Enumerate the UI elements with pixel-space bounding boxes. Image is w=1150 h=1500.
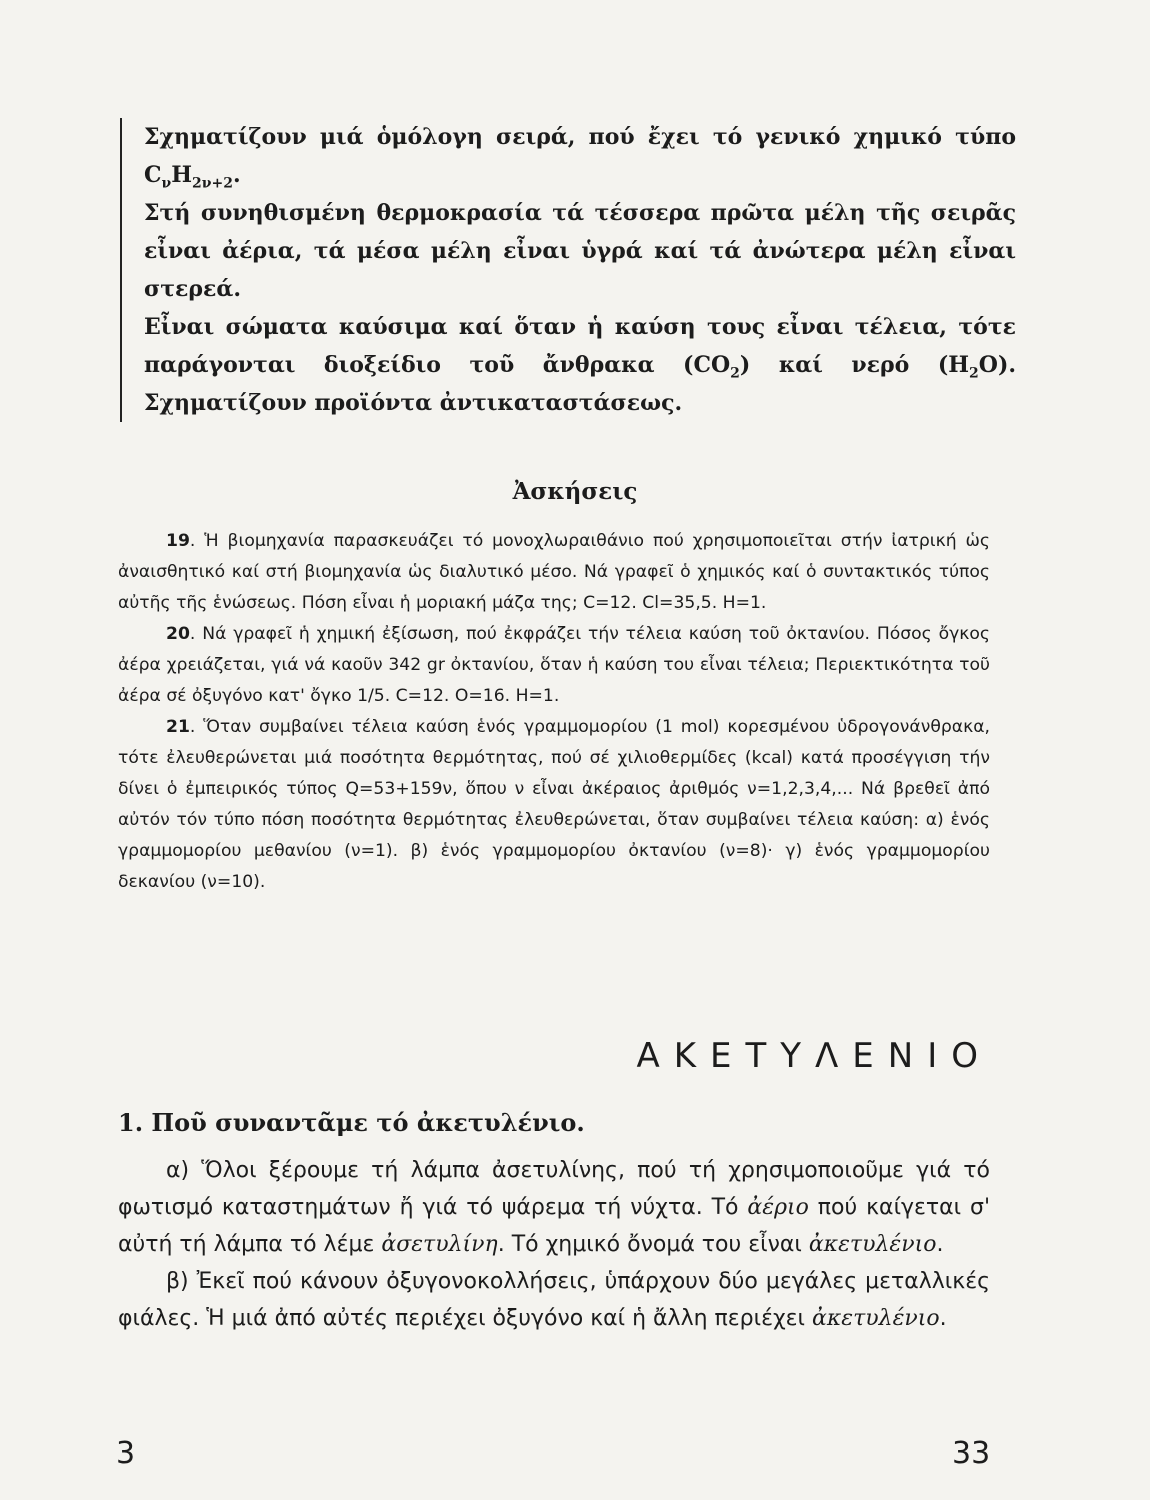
- paragraph-b: β) Ἐκεῖ πού κάνουν ὀξυγονοκολλήσεις, ὑπάρχουν δύο μεγάλες μεταλλικές φιάλες. Ἡ μιά ἀπό αὐτές περιέχει ὀξυγόνο καί ἡ ἄλλη περιέχει ἀκετυλένιο.: [118, 1269, 990, 1331]
- exercises-heading: Ἀσκήσεις: [512, 478, 638, 505]
- paragraph-a: α) Ὅλοι ξέρουμε τή λάμπα ἀσετυλίνης, πού τή χρησιμοποιοῦμε γιά τό φωτισμό καταστημάτων ἤ γιά τό ψάρεμα τή νύχτα. Τό ἀέριο πού καίγεται σ' αὐτή τή λάμπα τό λέμε ἀσετυλίνη. Τό χημικό ὄνομά του εἶναι ἀκετυλένιο.: [118, 1158, 990, 1257]
- page-number-left: 3: [116, 1436, 136, 1471]
- exercise-number: 21: [166, 717, 190, 737]
- body-text: [118, 1152, 990, 1337]
- summary-paragraph-formula: Σχηματίζουν μιά ὁμόλογη σειρά, πού ἔχει τό γενικό χημικό τύπο $C_\nu H_{2\nu+2}$.: [144, 124, 1016, 192]
- section-heading: 1. Ποῦ συναντᾶμε τό ἀκετυλένιο.: [118, 1108, 585, 1137]
- summary-paragraph-combustion: Εἶναι σώματα καύσιμα καί ὅταν ἡ καύση τους εἶναι τέλεια, τότε παράγονται διοξείδιο τοῦ ἄνθρακα $(CO_2)$ καί νερό $(H_2O)$. Σχηματίζουν προϊόντα ἀντικαταστάσεως.: [144, 314, 1017, 416]
- exercise-19: 19. Ἡ βιομηχανία παρασκευάζει τό μονοχλωραιθάνιο πού χρησιμοποιεῖται στήν ἰατρική ὡς ἀναισθητικό καί στή βιομηχανία ὡς διαλυτικό μέσο. Νά γραφεῖ ὁ χημικός καί ὁ συντακτικός τύπος αὐτῆς τῆς ἑνώσεως. Πόση εἶναι ἡ μοριακή μάζα της; C=12. Cl=35,5. H=1.: [118, 531, 990, 613]
- exercise-21: 21. Ὅταν συμβαίνει τέλεια καύση ἑνός γραμμομορίου (1 mol) κορεσμένου ὑδρογονάνθρακα, τότε ἐλευθερώνεται μιά ποσότητα θερμότητας, πού σέ χιλιοθερμίδες (kcal) κατά προσέγγιση τήν δίνει ὁ ἐμπειρικός τύπος Q=53+159ν, ὅπου ν εἶναι ἀκέραιος ἀριθμός ν=1,2,3,4,... Νά βρεθεῖ ἀπό αὐτόν τόν τύπο πόση ποσότητα θερμότητας ἐλευθερώνεται, ὅταν συμβαίνει τέλεια καύση: α) ἑνός γραμμομορίου μεθανίου (ν=1). β) ἑνός γραμμομορίου ὀκτανίου (ν=8)· γ) ἑνός γραμμομορίου δεκανίου (ν=10).: [118, 717, 990, 892]
- chapter-title: ΑΚΕΤΥΛΕΝΙΟ: [636, 1036, 992, 1076]
- summary-paragraph-states: Στή συνηθισμένη θερμοκρασία τά τέσσερα πρῶτα μέλη τῆς σειρᾶς εἶναι ἀέρια, τά μέσα μέλη εἶναι ὑγρά καί τά ἀνώτερα μέλη εἶναι στερεά.: [144, 200, 1016, 302]
- page-number-right: 33: [952, 1436, 991, 1471]
- exercises-list: [118, 526, 990, 898]
- exercise-number: 19: [166, 531, 190, 551]
- exercise-number: 20: [166, 624, 190, 644]
- exercise-20: 20. Νά γραφεῖ ἡ χημική ἐξίσωση, πού ἐκφράζει τήν τέλεια καύση τοῦ ὀκτανίου. Πόσος ὄγκος ἀέρα χρειάζεται, γιά νά καοῦν 342 gr ὀκτανίου, ὅταν ἡ καύση του εἶναι τέλεια; Περιεκτικότητα τοῦ ἀέρα σέ ὀξυγόνο κατ' ὄγκο 1/5. C=12. O=16. H=1.: [118, 624, 990, 706]
- summary-box: [120, 118, 1016, 422]
